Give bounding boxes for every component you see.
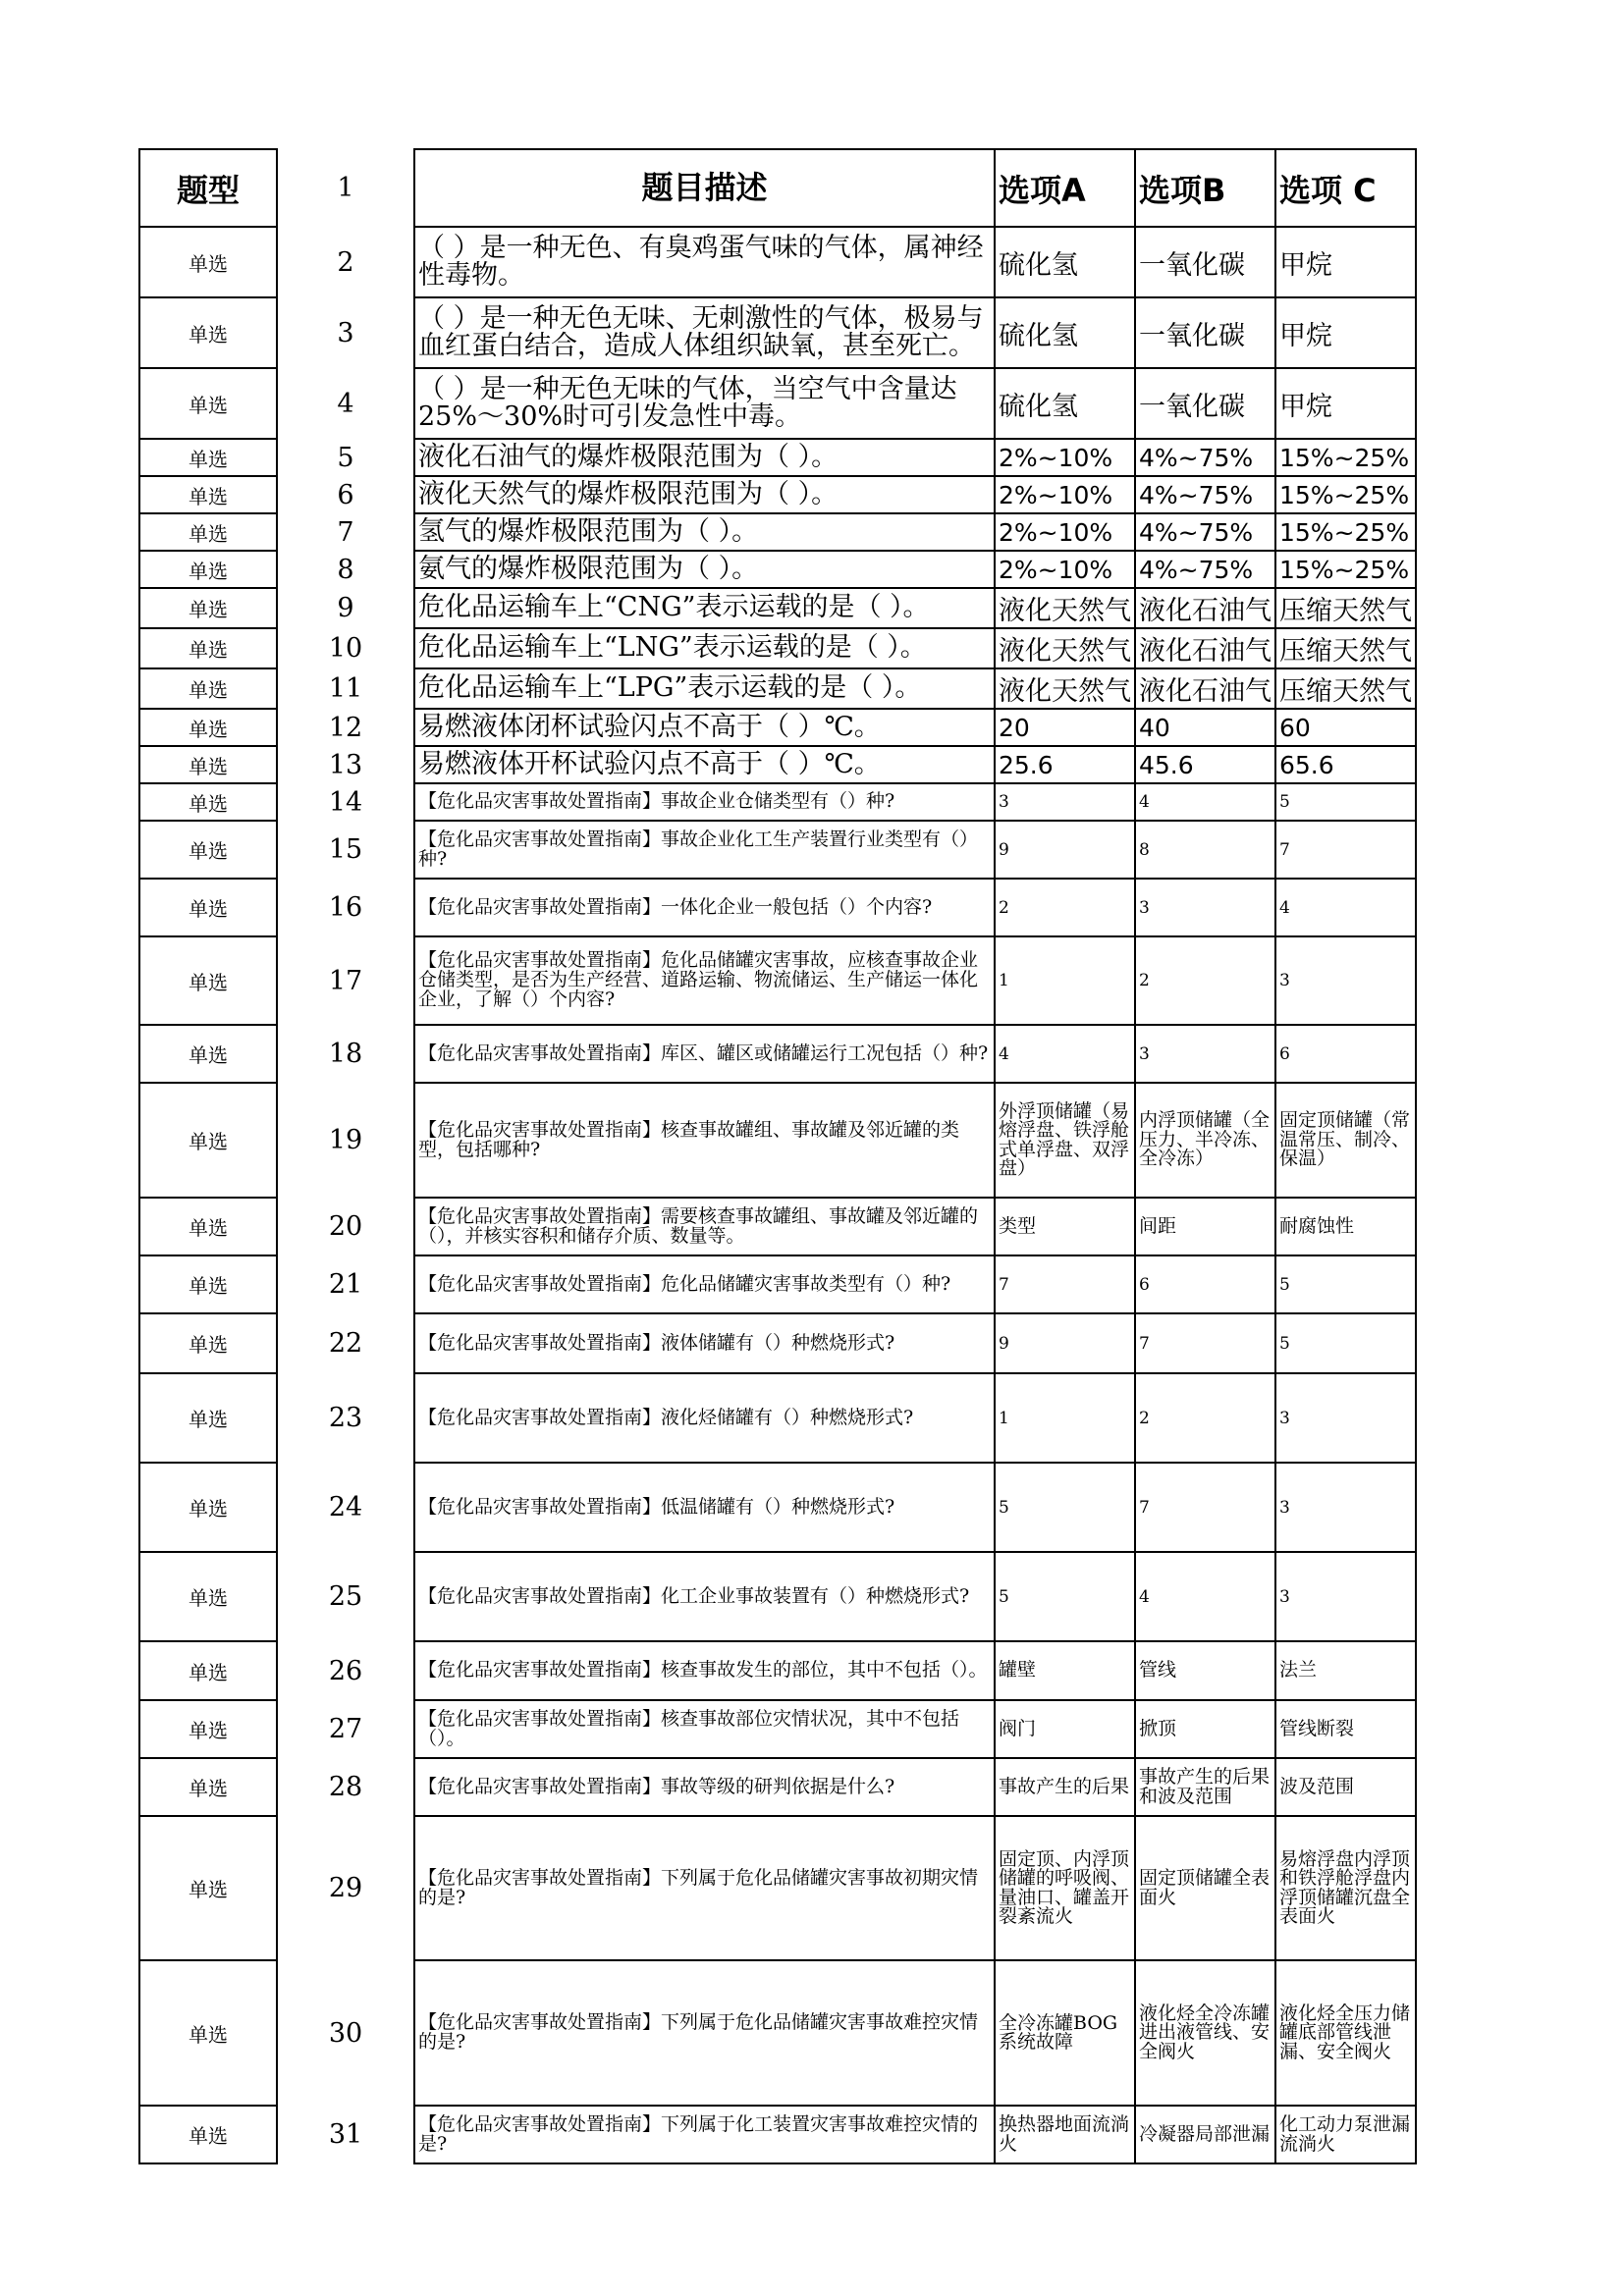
question-description-cell: （ ）是一种无色、有臭鸡蛋气味的气体，属神经性毒物。 (414, 227, 995, 297)
option-a-cell: 液化天然气 (995, 588, 1135, 628)
option-b-cell: 液化烃全冷冻罐进出液管线、安全阀火 (1135, 1960, 1275, 2106)
option-c-cell: 易熔浮盘内浮顶和铁浮舱浮盘内浮顶储罐沉盘全表面火 (1275, 1816, 1416, 1960)
table-row (139, 588, 1416, 628)
option-b-cell: 4%~75% (1135, 513, 1275, 551)
table-row (139, 1255, 1416, 1313)
question-description-cell: 氢气的爆炸极限范围为（ ）。 (414, 513, 995, 551)
question-type-cell: 单选 (139, 227, 277, 297)
question-rows (139, 227, 1416, 2163)
question-description-cell: （ ）是一种无色无味的气体，当空气中含量达25%～30%时可引发急性中毒。 (414, 368, 995, 439)
option-b-cell: 8 (1135, 821, 1275, 879)
option-b-cell: 7 (1135, 1313, 1275, 1373)
question-description-cell: 【危化品灾害事故处置指南】危化品储罐灾害事故，应核查事故企业仓储类型，是否为生产经营、道路运输、物流储运、生产储运一体化企业，了解（）个内容? (414, 936, 995, 1025)
question-type-cell: 单选 (139, 1255, 277, 1313)
option-c-cell: 压缩天然气 (1275, 588, 1416, 628)
question-description-cell: 易燃液体闭杯试验闪点不高于（ ）℃。 (414, 709, 995, 746)
question-type-cell: 单选 (139, 1641, 277, 1700)
question-description-cell: 【危化品灾害事故处置指南】化工企业事故装置有（）种燃烧形式? (414, 1552, 995, 1641)
question-description-cell: 易燃液体开杯试验闪点不高于（ ）℃。 (414, 746, 995, 783)
option-a-cell: 硫化氢 (995, 368, 1135, 439)
option-b-cell: 固定顶储罐全表面火 (1135, 1816, 1275, 1960)
question-number-cell: 14 (328, 786, 363, 818)
table-row (139, 227, 1416, 297)
table-row (139, 2106, 1416, 2163)
option-a-cell: 2%~10% (995, 551, 1135, 588)
option-c-cell: 3 (1275, 936, 1416, 1025)
header-row (139, 149, 1416, 227)
option-c-cell: 60 (1275, 709, 1416, 746)
option-b-cell: 4 (1135, 1552, 1275, 1641)
question-number-cell: 7 (337, 516, 354, 548)
option-b-cell: 一氧化碳 (1135, 297, 1275, 368)
question-number-cell: 4 (337, 388, 354, 419)
question-number-cell: 3 (337, 317, 354, 348)
question-number-cell: 13 (328, 749, 363, 780)
option-a-cell: 固定顶、内浮顶储罐的呼吸阀、量油口、罐盖开裂紊流火 (995, 1816, 1135, 1960)
question-number-cell: 28 (328, 1772, 363, 1802)
option-a-cell: 外浮顶储罐（易熔浮盘、铁浮舱式单浮盘、双浮盘） (995, 1083, 1135, 1198)
question-description-cell: 【危化品灾害事故处置指南】事故企业仓储类型有（）种? (414, 783, 995, 821)
question-type-cell: 单选 (139, 551, 277, 588)
question-description-cell: （ ）是一种无色无味、无刺激性的气体，极易与血红蛋白结合，造成人体组织缺氧，甚至死亡。 (414, 297, 995, 368)
question-number-cell: 11 (328, 673, 363, 704)
question-number-cell: 29 (328, 1873, 363, 1903)
option-a-cell: 2 (995, 879, 1135, 936)
option-c-cell: 压缩天然气 (1275, 628, 1416, 668)
option-a-cell: 换热器地面流淌火 (995, 2106, 1135, 2163)
question-number-cell: 26 (328, 1655, 363, 1686)
question-description-cell: 【危化品灾害事故处置指南】库区、罐区或储罐运行工况包括（）种? (414, 1025, 995, 1083)
option-a-cell: 罐壁 (995, 1641, 1135, 1700)
option-c-cell: 3 (1275, 1373, 1416, 1463)
option-a-cell: 7 (995, 1255, 1135, 1313)
question-number-cell: 15 (328, 834, 363, 865)
option-a-cell: 5 (995, 1463, 1135, 1552)
table-row (139, 1083, 1416, 1198)
table-row (139, 551, 1416, 588)
question-number-cell: 9 (337, 593, 354, 623)
option-c-cell: 5 (1275, 1255, 1416, 1313)
option-b-cell: 掀顶 (1135, 1700, 1275, 1758)
question-type-cell: 单选 (139, 936, 277, 1025)
option-b-cell: 6 (1135, 1255, 1275, 1313)
question-description-cell: 危化品运输车上“LNG”表示运载的是（ ）。 (414, 628, 995, 668)
question-type-cell: 单选 (139, 668, 277, 709)
question-table (138, 148, 1417, 2164)
question-description-cell: 【危化品灾害事故处置指南】下列属于危化品储罐灾害事故难控灾情的是? (414, 1960, 995, 2106)
header-option-a: 选项A (995, 149, 1135, 227)
question-description-cell: 氨气的爆炸极限范围为（ ）。 (414, 551, 995, 588)
question-type-cell: 单选 (139, 476, 277, 513)
option-c-cell: 15%~25% (1275, 513, 1416, 551)
question-number-cell: 10 (328, 633, 363, 664)
table-row (139, 1463, 1416, 1552)
table-row (139, 709, 1416, 746)
option-c-cell: 4 (1275, 879, 1416, 936)
question-description-cell: 危化品运输车上“LPG”表示运载的是（ ）。 (414, 668, 995, 709)
question-type-cell: 单选 (139, 588, 277, 628)
question-description-cell: 【危化品灾害事故处置指南】核查事故罐组、事故罐及邻近罐的类型，包括哪种? (414, 1083, 995, 1198)
question-type-cell: 单选 (139, 879, 277, 936)
header-desc: 题目描述 (414, 149, 995, 227)
table-row (139, 821, 1416, 879)
option-c-cell: 固定顶储罐（常温常压、制冷、保温） (1275, 1083, 1416, 1198)
question-description-cell: 【危化品灾害事故处置指南】下列属于化工装置灾害事故难控灾情的是? (414, 2106, 995, 2163)
option-b-cell: 一氧化碳 (1135, 368, 1275, 439)
option-b-cell: 内浮顶储罐（全压力、半冷冻、全冷冻） (1135, 1083, 1275, 1198)
option-b-cell: 液化石油气 (1135, 628, 1275, 668)
option-a-cell: 9 (995, 1313, 1135, 1373)
option-a-cell: 2%~10% (995, 476, 1135, 513)
question-description-cell: 【危化品灾害事故处置指南】事故等级的研判依据是什么? (414, 1758, 995, 1816)
option-b-cell: 3 (1135, 879, 1275, 936)
question-description-cell: 【危化品灾害事故处置指南】需要核查事故罐组、事故罐及邻近罐的（），并核实容积和储存介质、数量等。 (414, 1198, 995, 1255)
table-row (139, 628, 1416, 668)
option-a-cell: 类型 (995, 1198, 1135, 1255)
option-a-cell: 9 (995, 821, 1135, 879)
option-c-cell: 甲烷 (1275, 368, 1416, 439)
option-c-cell: 甲烷 (1275, 227, 1416, 297)
option-b-cell: 液化石油气 (1135, 588, 1275, 628)
table-row (139, 476, 1416, 513)
question-number-cell: 23 (328, 1403, 363, 1433)
option-a-cell: 液化天然气 (995, 668, 1135, 709)
question-number-cell: 18 (328, 1039, 363, 1069)
option-b-cell: 4%~75% (1135, 439, 1275, 476)
question-description-cell: 【危化品灾害事故处置指南】核查事故部位灾情状况，其中不包括（）。 (414, 1700, 995, 1758)
question-number-cell: 20 (328, 1211, 363, 1242)
table-row (139, 1373, 1416, 1463)
question-description-cell: 【危化品灾害事故处置指南】核查事故发生的部位，其中不包括（）。 (414, 1641, 995, 1700)
question-number-cell: 5 (337, 442, 354, 473)
table-row (139, 1758, 1416, 1816)
option-c-cell: 5 (1275, 783, 1416, 821)
question-type-cell: 单选 (139, 1025, 277, 1083)
option-b-cell: 2 (1135, 936, 1275, 1025)
table-row (139, 668, 1416, 709)
question-type-cell: 单选 (139, 513, 277, 551)
option-b-cell: 7 (1135, 1463, 1275, 1552)
table-row (139, 439, 1416, 476)
question-number-cell: 25 (328, 1581, 363, 1612)
option-b-cell: 40 (1135, 709, 1275, 746)
option-c-cell: 5 (1275, 1313, 1416, 1373)
question-description-cell: 液化天然气的爆炸极限范围为（ ）。 (414, 476, 995, 513)
question-type-cell: 单选 (139, 1816, 277, 1960)
option-c-cell: 化工动力泵泄漏流淌火 (1275, 2106, 1416, 2163)
question-type-cell: 单选 (139, 1198, 277, 1255)
option-a-cell: 2%~10% (995, 439, 1135, 476)
option-c-cell: 法兰 (1275, 1641, 1416, 1700)
option-c-cell: 6 (1275, 1025, 1416, 1083)
table-row (139, 936, 1416, 1025)
option-c-cell: 压缩天然气 (1275, 668, 1416, 709)
option-a-cell: 事故产生的后果 (995, 1758, 1135, 1816)
question-type-cell: 单选 (139, 783, 277, 821)
question-description-cell: 【危化品灾害事故处置指南】液化烃储罐有（）种燃烧形式? (414, 1373, 995, 1463)
option-b-cell: 管线 (1135, 1641, 1275, 1700)
table-row (139, 297, 1416, 368)
option-a-cell: 20 (995, 709, 1135, 746)
option-a-cell: 4 (995, 1025, 1135, 1083)
table-row (139, 1960, 1416, 2106)
option-c-cell: 波及范围 (1275, 1758, 1416, 1816)
question-type-cell: 单选 (139, 1960, 277, 2106)
option-a-cell: 硫化氢 (995, 297, 1135, 368)
option-a-cell: 1 (995, 1373, 1135, 1463)
option-a-cell: 液化天然气 (995, 628, 1135, 668)
option-c-cell: 7 (1275, 821, 1416, 879)
header-option-c: 选项 C (1275, 149, 1416, 227)
question-number-cell: 16 (328, 892, 363, 923)
option-b-cell: 4%~75% (1135, 551, 1275, 588)
question-number-cell: 27 (328, 1714, 363, 1744)
question-type-cell: 单选 (139, 821, 277, 879)
option-b-cell: 冷凝器局部泄漏 (1135, 2106, 1275, 2163)
option-c-cell: 3 (1275, 1552, 1416, 1641)
question-description-cell: 危化品运输车上“CNG”表示运载的是（ ）。 (414, 588, 995, 628)
question-description-cell: 【危化品灾害事故处置指南】下列属于危化品储罐灾害事故初期灾情的是? (414, 1816, 995, 1960)
option-c-cell: 3 (1275, 1463, 1416, 1552)
question-type-cell: 单选 (139, 2106, 277, 2163)
option-b-cell: 2 (1135, 1373, 1275, 1463)
question-description-cell: 【危化品灾害事故处置指南】危化品储罐灾害事故类型有（）种? (414, 1255, 995, 1313)
question-description-cell: 液化石油气的爆炸极限范围为（ ）。 (414, 439, 995, 476)
table-row (139, 368, 1416, 439)
question-type-cell: 单选 (139, 1700, 277, 1758)
table-row (139, 1552, 1416, 1641)
header-option-b: 选项B (1135, 149, 1275, 227)
table-row (139, 1198, 1416, 1255)
option-b-cell: 4%~75% (1135, 476, 1275, 513)
question-description-cell: 【危化品灾害事故处置指南】液体储罐有（）种燃烧形式? (414, 1313, 995, 1373)
table-row (139, 1025, 1416, 1083)
question-number-cell: 19 (328, 1125, 363, 1155)
option-a-cell: 3 (995, 783, 1135, 821)
header-type: 题型 (139, 149, 277, 227)
question-type-cell: 单选 (139, 746, 277, 783)
table-row (139, 783, 1416, 821)
option-a-cell: 硫化氢 (995, 227, 1135, 297)
question-number-cell: 24 (328, 1492, 363, 1522)
question-number-cell: 31 (328, 2119, 363, 2150)
option-c-cell: 15%~25% (1275, 476, 1416, 513)
question-type-cell: 单选 (139, 1373, 277, 1463)
header-num: 1 (337, 173, 354, 203)
question-type-cell: 单选 (139, 368, 277, 439)
question-description-cell: 【危化品灾害事故处置指南】事故企业化工生产装置行业类型有（）种? (414, 821, 995, 879)
question-number-cell: 12 (328, 712, 363, 743)
question-number-cell: 22 (328, 1328, 363, 1359)
option-b-cell: 液化石油气 (1135, 668, 1275, 709)
option-b-cell: 3 (1135, 1025, 1275, 1083)
option-c-cell: 甲烷 (1275, 297, 1416, 368)
question-type-cell: 单选 (139, 1313, 277, 1373)
option-a-cell: 25.6 (995, 746, 1135, 783)
table-row (139, 1641, 1416, 1700)
question-type-cell: 单选 (139, 439, 277, 476)
question-number-cell: 8 (337, 554, 354, 585)
option-c-cell: 15%~25% (1275, 439, 1416, 476)
option-c-cell: 耐腐蚀性 (1275, 1198, 1416, 1255)
option-b-cell: 事故产生的后果和波及范围 (1135, 1758, 1275, 1816)
question-type-cell: 单选 (139, 1758, 277, 1816)
question-description-cell: 【危化品灾害事故处置指南】低温储罐有（）种燃烧形式? (414, 1463, 995, 1552)
table-row (139, 1313, 1416, 1373)
table-row (139, 513, 1416, 551)
option-a-cell: 阀门 (995, 1700, 1135, 1758)
option-b-cell: 间距 (1135, 1198, 1275, 1255)
option-b-cell: 45.6 (1135, 746, 1275, 783)
question-sheet (138, 148, 1417, 2164)
option-c-cell: 65.6 (1275, 746, 1416, 783)
question-number-cell: 17 (328, 965, 363, 996)
option-c-cell: 15%~25% (1275, 551, 1416, 588)
question-type-cell: 单选 (139, 709, 277, 746)
question-number-cell: 21 (328, 1269, 363, 1300)
option-a-cell: 全冷冻罐BOG系统故障 (995, 1960, 1135, 2106)
question-type-cell: 单选 (139, 1552, 277, 1641)
option-b-cell: 4 (1135, 783, 1275, 821)
option-c-cell: 液化烃全压力储罐底部管线泄漏、安全阀火 (1275, 1960, 1416, 2106)
question-type-cell: 单选 (139, 628, 277, 668)
option-a-cell: 5 (995, 1552, 1135, 1641)
question-number-cell: 2 (337, 246, 354, 278)
option-c-cell: 管线断裂 (1275, 1700, 1416, 1758)
question-number-cell: 30 (328, 2017, 363, 2049)
table-row (139, 746, 1416, 783)
table-row (139, 1700, 1416, 1758)
question-type-cell: 单选 (139, 297, 277, 368)
question-description-cell: 【危化品灾害事故处置指南】一体化企业一般包括（）个内容? (414, 879, 995, 936)
question-type-cell: 单选 (139, 1083, 277, 1198)
question-type-cell: 单选 (139, 1463, 277, 1552)
option-a-cell: 1 (995, 936, 1135, 1025)
table-row (139, 1816, 1416, 1960)
table-row (139, 879, 1416, 936)
option-b-cell: 一氧化碳 (1135, 227, 1275, 297)
question-number-cell: 6 (337, 479, 354, 510)
option-a-cell: 2%~10% (995, 513, 1135, 551)
